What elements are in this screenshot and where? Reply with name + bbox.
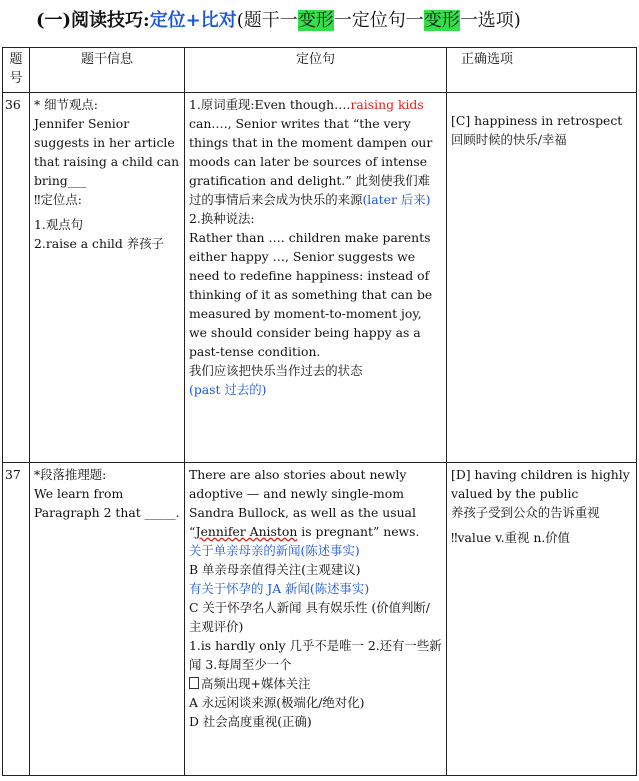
stem-cell xyxy=(30,463,185,776)
locate-translation-text: 我们应该把快乐当作过去的状态 xyxy=(189,363,363,378)
title-method: 定位+比对 xyxy=(149,10,237,31)
stem-type: *段落推理题: xyxy=(34,467,107,482)
title-paren-open: (题干一 xyxy=(236,10,298,31)
locate-keyword-gloss: (past 过去的) xyxy=(189,382,267,397)
col-header-num: 题号 xyxy=(3,48,30,93)
question-number: 37 xyxy=(3,463,30,776)
answer-note: ‼value v.重视 n.价值 xyxy=(451,530,571,545)
col-header-stem: 题干信息 xyxy=(30,48,185,93)
locate-name-underlined: Jennifer Aniston xyxy=(195,524,298,539)
table-row xyxy=(3,93,637,463)
page-title xyxy=(36,6,636,36)
locate-subheading: 2.换种说法: xyxy=(189,211,255,226)
stem-point-2: 2.raise a child 养孩子 xyxy=(34,236,164,251)
col-header-answer: 正确选项 xyxy=(447,48,637,93)
answer-text: [C] happiness in retrospect 回顾时候的快乐/幸福 xyxy=(451,113,623,147)
answer-cell xyxy=(447,463,637,776)
locate-note-text: 高频出现+媒体关注 xyxy=(201,676,311,691)
title-highlight-2: 变形 xyxy=(423,10,460,31)
answer-text: [D] having children is highly valued by the public xyxy=(451,467,630,501)
locate-note: A 永远闲谈来源(极端化/绝对化) xyxy=(189,695,365,710)
locate-cell xyxy=(185,93,447,463)
answer-cell xyxy=(447,93,637,463)
analysis-table xyxy=(2,47,637,776)
locate-paragraph xyxy=(189,95,442,209)
locate-note: B 单亲母亲值得关注(主观建议) xyxy=(189,562,361,577)
locate-keyword: raising kids xyxy=(350,97,424,112)
header-row xyxy=(3,48,637,93)
locate-translation xyxy=(189,361,442,399)
locate-paragraph xyxy=(189,465,442,541)
locate-quote-end: is pregnant” news. xyxy=(297,524,420,539)
locate-keyword-gloss: (later 后来) xyxy=(362,192,431,207)
locate-cell xyxy=(185,463,447,776)
title-suffix: 一选项) xyxy=(459,10,521,31)
locate-head: 1.原词重现:Even though…. xyxy=(189,97,351,112)
locate-note xyxy=(189,674,442,693)
locate-note: 有关于怀孕的 JA 新闻(陈述事实) xyxy=(189,581,370,596)
locate-note: 1.is hardly only 几乎不是唯一 2.还有一些新闻 3.每周至少一个 xyxy=(189,638,442,672)
title-highlight-1: 变形 xyxy=(297,10,334,31)
locate-note: 关于单亲母亲的新闻(陈述事实) xyxy=(189,543,360,558)
locate-note: C 关于怀孕名人新闻 具有娱乐性 (价值判断/主观评价) xyxy=(189,600,430,634)
checkbox-icon xyxy=(189,677,199,689)
locate-quote: There are also stories about newly adoptive — and newly single-mom Sandra Bullock, as well as the usual “ xyxy=(189,467,416,539)
locate-paragraph: Rather than …. children make parents either happy …, Senior suggests we need to redefine happiness: instead of thinking of it as something that can be measured by moment-to-moment joy, we should consider being happy as a past-tense condition. xyxy=(189,230,433,359)
title-prefix: (一)阅读技巧: xyxy=(36,10,150,31)
stem-text: We learn from Paragraph 2 that _____. xyxy=(34,486,180,520)
col-header-locate: 定位句 xyxy=(185,48,447,93)
stem-type: * 细节观点: xyxy=(34,97,98,112)
table-row xyxy=(3,463,637,776)
stem-locate-label: ‼定位点: xyxy=(34,192,82,207)
title-mid: 一定位句一 xyxy=(333,10,424,31)
locate-quote: can…., Senior writes that “the very things that in the moment dampen our moods can later be sources of intense gratification and delight.” 此刻使我们难过的事情后来会成为快乐的来源 xyxy=(189,116,433,207)
stem-point-1: 1.观点句 xyxy=(34,217,83,232)
stem-cell xyxy=(30,93,185,463)
locate-note: D 社会高度重视(正确) xyxy=(189,714,312,729)
question-number: 36 xyxy=(3,93,30,463)
answer-translation: 养孩子受到公众的告诉重视 xyxy=(451,505,600,520)
stem-text: Jennifer Senior suggests in her article that raising a child can bring___ xyxy=(34,116,180,188)
